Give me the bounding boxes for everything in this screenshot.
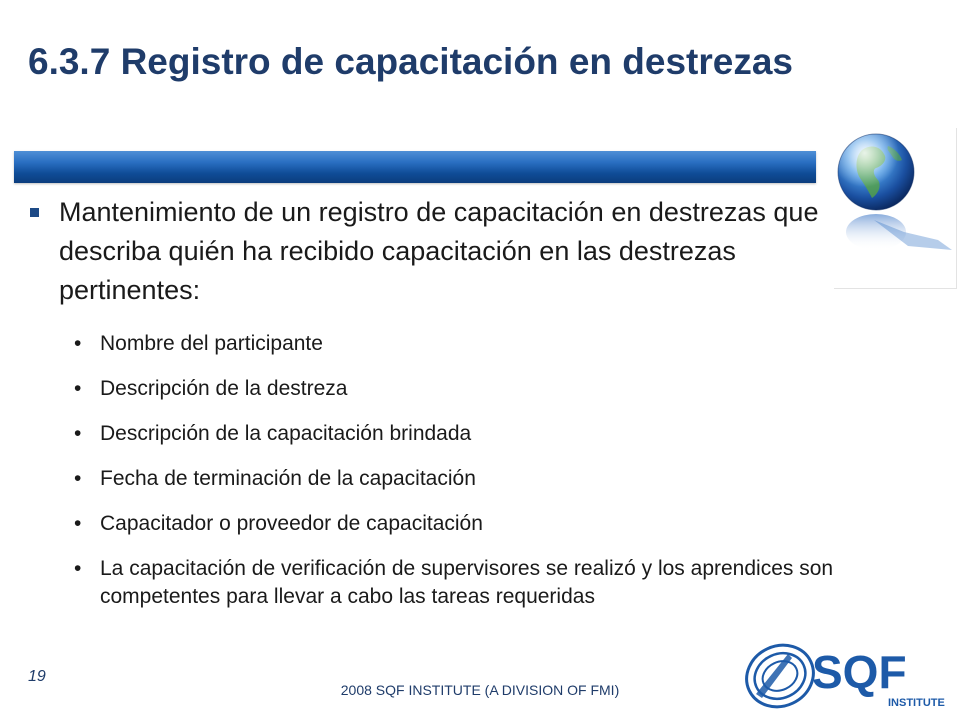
sub-bullet-item (74, 375, 854, 403)
main-bullet-text: Mantenimiento de un registro de capacitación en destrezas que describa quién ha recibido capacitación en las destrezas pertinentes: (59, 197, 819, 305)
main-bullet (30, 193, 820, 310)
footer-text: 2008 SQF INSTITUTE (A DIVISION OF FMI) (340, 682, 620, 698)
sub-bullet-item (74, 420, 854, 448)
globe-image (834, 128, 957, 289)
page-number: 19 (28, 668, 46, 685)
bullet-dot-icon: • (74, 377, 82, 400)
sub-bullet-text: Fecha de terminación de la capacitación (100, 467, 476, 490)
logo-subtitle: INSTITUTE (888, 697, 945, 709)
sub-bullet-list (74, 330, 854, 628)
sqf-logo-icon (736, 632, 952, 714)
globe-icon (834, 128, 956, 288)
bullet-dot-icon: • (74, 512, 82, 535)
sub-bullet-item (74, 555, 854, 611)
bullet-dot-icon: • (74, 467, 82, 490)
sub-bullet-text: Capacitador o proveedor de capacitación (100, 512, 483, 535)
logo-letters: SQF (812, 646, 907, 698)
sub-bullet-text: La capacitación de verificación de supervisores se realizó y los aprendices son competentes para llevar a cabo las tareas requeridas (100, 557, 834, 608)
sub-bullet-text: Descripción de la capacitación brindada (100, 422, 472, 445)
bullet-dot-icon: • (74, 422, 82, 445)
sub-bullet-item (74, 465, 854, 493)
sub-bullet-item (74, 510, 854, 538)
sub-bullet-text: Descripción de la destreza (100, 377, 348, 400)
sqf-logo (736, 632, 952, 714)
bullet-dot-icon: • (74, 557, 82, 580)
sub-bullet-text: Nombre del participante (100, 332, 323, 355)
bullet-dot-icon: • (74, 332, 82, 355)
title-underline-bar (14, 151, 816, 183)
sub-bullet-item (74, 330, 854, 358)
square-bullet-icon (30, 208, 39, 217)
slide-title: 6.3.7 Registro de capacitación en destrezas (28, 41, 793, 82)
